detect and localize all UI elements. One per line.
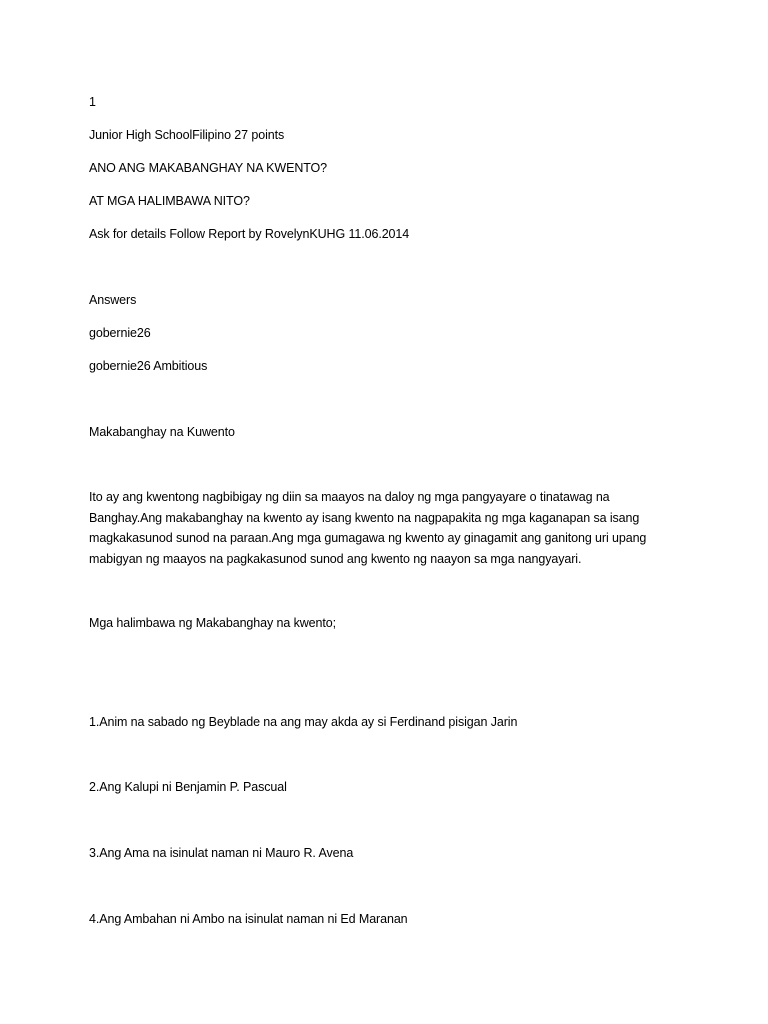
definition-paragraph: Ito ay ang kwentong nagbibigay ng diin sa maayos na daloy ng mga pangyayare o tinatawag na Banghay.Ang makabanghay na kwento ay isang kwento na nagpapakita ng mga kaganapan sa isang magkakasunod sunod na paraan.Ang mga gumagawa ng kwento ay ginagamit ang ganitong uri upang mabigyan ng maayos na pagkakasunod sunod ang kwento ng naayon sa mga nangyayari. (89, 490, 647, 566)
section-heading: Makabanghay na Kuwento (89, 425, 235, 439)
example-item-3: 3.Ang Ama na isinulat naman ni Mauro R. Avena (89, 846, 354, 860)
example-item-4: 4.Ang Ambahan ni Ambo na isinulat naman ni Ed Maranan (89, 912, 408, 926)
example-item-2: 2.Ang Kalupi ni Benjamin P. Pascual (89, 780, 287, 794)
example-item-1: 1.Anim na sabado ng Beyblade na ang may akda ay si Ferdinand pisigan Jarin (89, 715, 518, 729)
question-subtitle: AT MGA HALIMBAWA NITO? (89, 194, 250, 208)
actions-line: Ask for details Follow Report by RovelynKUHG 11.06.2014 (89, 227, 410, 241)
subject-line: Junior High SchoolFilipino 27 points (89, 128, 285, 142)
question-title: ANO ANG MAKABANGHAY NA KWENTO? (89, 161, 328, 175)
answers-heading: Answers (89, 293, 137, 307)
answer-user-rank: gobernie26 Ambitious (89, 359, 208, 373)
page-number: 1 (89, 95, 96, 109)
examples-heading: Mga halimbawa ng Makabanghay na kwento; (89, 616, 336, 630)
answer-username: gobernie26 (89, 326, 151, 340)
